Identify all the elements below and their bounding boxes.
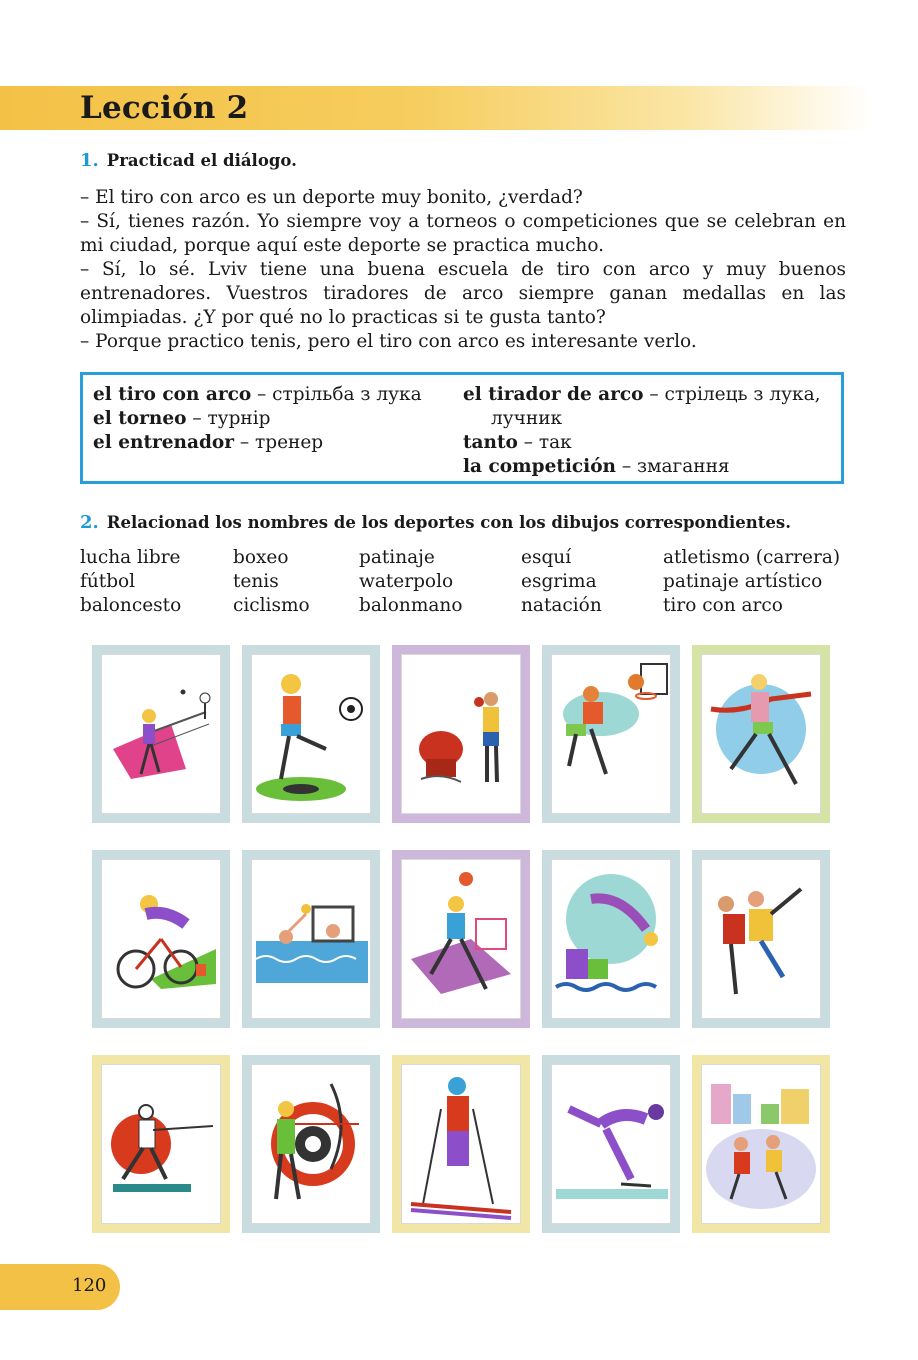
vocab-translation: – змагання [616,456,730,477]
vocab-term: el torneo [93,408,187,429]
task-2-instruction: Relacionad los nombres de los deportes con los dibujos correspondientes. [106,513,791,532]
speed-skating-picture [542,1055,680,1233]
sport-word: fútbol [80,571,136,592]
dialog-line: – El tiro con arco es un deporte muy bonito, ¿verdad? [80,187,583,208]
football-icon [251,654,371,814]
skiing-icon [401,1064,521,1224]
vocab-entry [463,455,821,479]
sport-word: patinaje [359,547,435,568]
sport-word: esgrima [521,571,597,592]
vocab-entry [463,407,821,431]
vocab-entry [93,407,422,431]
football-picture [242,645,380,823]
vocab-entry [463,431,821,455]
waterpolo-picture [242,850,380,1028]
basketball-icon [551,654,671,814]
vocab-entry [93,383,422,407]
task-2-number: 2. [80,512,99,533]
vocab-entry [93,431,422,455]
sport-word: tenis [233,571,279,592]
handball-picture [392,850,530,1028]
vocabulary-column-right [463,383,821,479]
vocab-translation: – стрільба з лука [251,384,422,405]
figure-skating-picture [692,1055,830,1233]
vocab-translation: – стрілець з лука, [643,384,821,405]
vocabulary-box [80,372,844,484]
sport-word: lucha libre [80,547,181,568]
page-number: 120 [72,1275,107,1296]
sport-word: atletismo (carrera) [663,547,841,568]
cycling-picture [92,850,230,1028]
handball-icon [401,859,521,1019]
page-number-tab [0,1264,120,1310]
tennis-picture [92,645,230,823]
sport-word: esquí [521,547,572,568]
vocab-term: tanto [463,432,518,453]
dialog-line: – Porque practico tenis, pero el tiro con arco es interesante verlo. [80,331,697,352]
dialog-line: – Sí, lo sé. Lviv tiene una buena escuela de tiro con arco y muy buenos entrenadores. Vuestros tiradores de arco siempre ganan medallas en las olimpiadas. ¿Y por qué no lo practicas si te gusta tanto? [80,259,846,328]
vocab-term: el tiro con arco [93,384,252,405]
running-picture [692,645,830,823]
task-2-heading [80,512,791,533]
sport-word: waterpolo [359,571,454,592]
running-icon [701,654,821,814]
skiing-picture [392,1055,530,1233]
task-1-instruction: Practicad el diálogo. [106,151,297,170]
sport-word: ciclismo [233,595,310,616]
dialog-line: – Sí, tienes razón. Yo siempre voy a torneos o competiciones que se celebran en mi ciudad, porque aquí este deporte se practica mucho. [80,211,846,256]
archery-picture [242,1055,380,1233]
wrestling-picture [692,850,830,1028]
swimming-picture [542,850,680,1028]
vocab-translation: – так [517,432,572,453]
vocabulary-column-left [93,383,422,455]
archery-icon [251,1064,371,1224]
sport-words-column [80,546,181,618]
sport-word: boxeo [233,547,289,568]
tennis-icon [101,654,221,814]
sport-words-column [233,546,310,618]
vocab-term: el tirador de arco [463,384,644,405]
fencing-icon [101,1064,221,1224]
vocab-translation: – тренер [233,432,324,453]
vocab-term: la competición [463,456,616,477]
vocab-translation: – турнір [186,408,271,429]
sport-word: natación [521,595,602,616]
boxing-picture [392,645,530,823]
vocab-entry [463,383,821,407]
figure-skating-icon [701,1064,821,1224]
task-1-number: 1. [80,150,99,171]
boxing-icon [401,654,521,814]
wrestling-icon [701,859,821,1019]
sport-word: baloncesto [80,595,182,616]
dialog-text [80,186,846,354]
swimming-icon [551,859,671,1019]
basketball-picture [542,645,680,823]
speed-skating-icon [551,1064,671,1224]
waterpolo-icon [251,859,371,1019]
vocab-term: el entrenador [93,432,234,453]
sport-word: balonmano [359,595,463,616]
sport-words-column [359,546,462,618]
task-1-heading [80,150,297,171]
sport-words-column [663,546,840,618]
fencing-picture [92,1055,230,1233]
lesson-title: Lección 2 [80,90,249,126]
sport-word: patinaje artístico [663,571,823,592]
sport-word: tiro con arco [663,595,783,616]
vocab-translation: лучник [491,408,563,429]
sport-words-column [521,546,602,618]
cycling-icon [101,859,221,1019]
lesson-banner [0,86,918,130]
